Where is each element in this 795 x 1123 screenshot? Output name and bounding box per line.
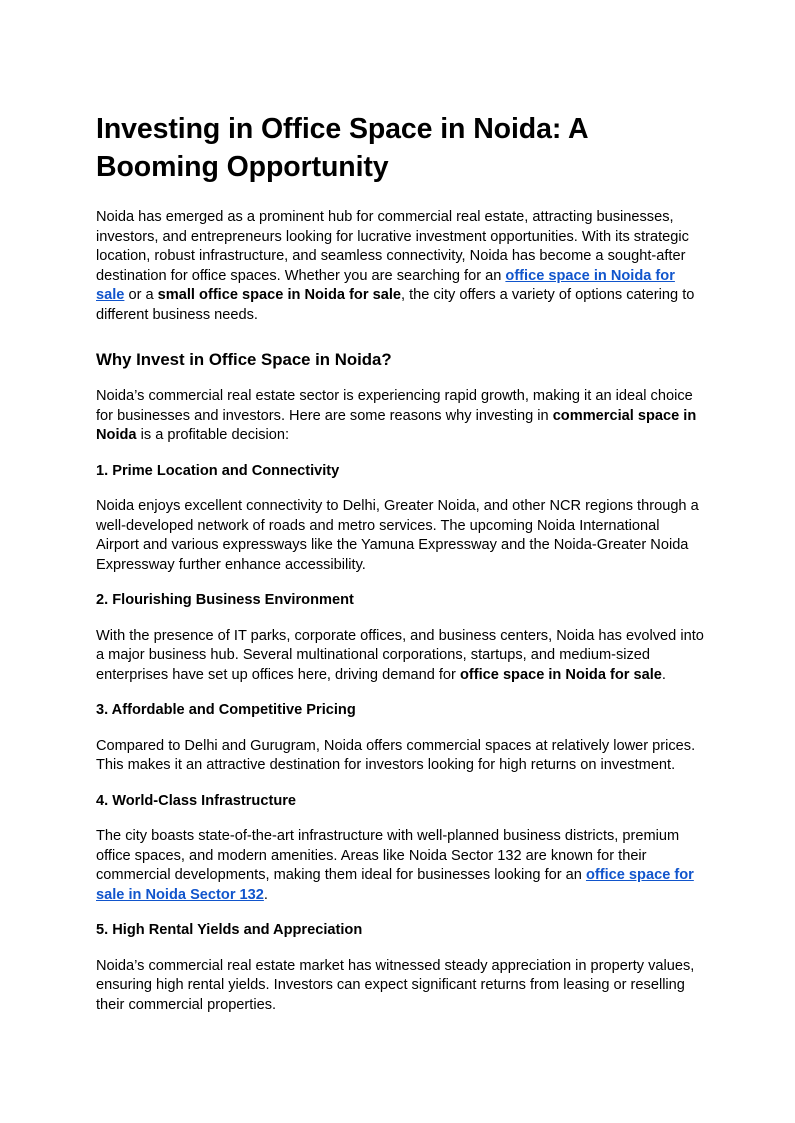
section-3-paragraph: Compared to Delhi and Gurugram, Noida offers commercial spaces at relatively lower prices. This makes it an attractive destination for investors looking for high returns on investment. [96, 737, 696, 773]
section-5-paragraph: Noida’s commercial real estate market has witnessed steady appreciation in property values, ensuring high rental yields. Investors can expect significant returns from leasing or reselling their commercial properties. [96, 957, 695, 1013]
why-invest-paragraph [96, 387, 704, 446]
why-text-1: Noida’s commercial real estate sector is experiencing rapid growth, making it an ideal choice for businesses and investors. Here are some reasons why investing in [96, 388, 693, 424]
section-2-text-2: . [661, 666, 666, 683]
document-page [96, 110, 704, 1015]
office-space-sector-132-link[interactable]: office space for sale in Noida Sector 132 [96, 867, 694, 903]
section-1-heading: 1. Prime Location and Connectivity [96, 462, 340, 479]
why-invest-heading: Why Invest in Office Space in Noida? [96, 350, 392, 369]
section-2-paragraph [96, 627, 704, 686]
why-bold-1: commercial space in Noida [96, 407, 697, 443]
intro-text-1: Noida has emerged as a prominent hub for commercial real estate, attracting businesses, investors, and entrepreneurs looking for lucrative investment opportunities. With its strategic location, robust infrastructure, and seamless connectivity, Noida has become a sought-after destination for office spaces. Whether you are searching for an [96, 209, 689, 284]
intro-bold-1: small office space in Noida for sale [157, 287, 401, 303]
section-4-text-2: . [263, 886, 268, 903]
section-1-paragraph: Noida enjoys excellent connectivity to Delhi, Greater Noida, and other NCR regions through a well-developed network of roads and metro services. The upcoming Noida International Airport and various expressways like the Yamuna Expressway and the Noida-Greater Noida Expressway further enhance accessibility. [96, 498, 699, 573]
section-2-bold-1: office space in Noida for sale [459, 666, 662, 683]
section-4-heading: 4. World-Class Infrastructure [96, 792, 297, 809]
intro-text-2: or a [124, 287, 158, 303]
section-4-paragraph [96, 827, 704, 905]
why-text-2: is a profitable decision: [136, 427, 290, 443]
intro-text-3: , the city offers a variety of options catering to different business needs. [96, 287, 695, 323]
section-5-heading: 5. High Rental Yields and Appreciation [96, 922, 363, 938]
section-2-text-1: With the presence of IT parks, corporate offices, and business centers, Noida has evolved into a major business hub. Several multinational corporations, startups, and medium-sized enterprises have set up offices here, driving demand for [96, 627, 704, 683]
intro-paragraph [96, 208, 704, 325]
office-space-noida-sale-link[interactable]: office space in Noida for sale [96, 267, 675, 303]
section-3-heading: 3. Affordable and Competitive Pricing [96, 702, 356, 718]
section-2-heading: 2. Flourishing Business Environment [96, 592, 354, 608]
section-4-text-1: The city boasts state-of-the-art infrastructure with well-planned business districts, premium office spaces, and modern amenities. Areas like Noida Sector 132 are known for their commercial developments, making them ideal for businesses looking for an [96, 828, 680, 883]
page-title: Investing in Office Space in Noida: A Booming Opportunity [96, 113, 588, 183]
